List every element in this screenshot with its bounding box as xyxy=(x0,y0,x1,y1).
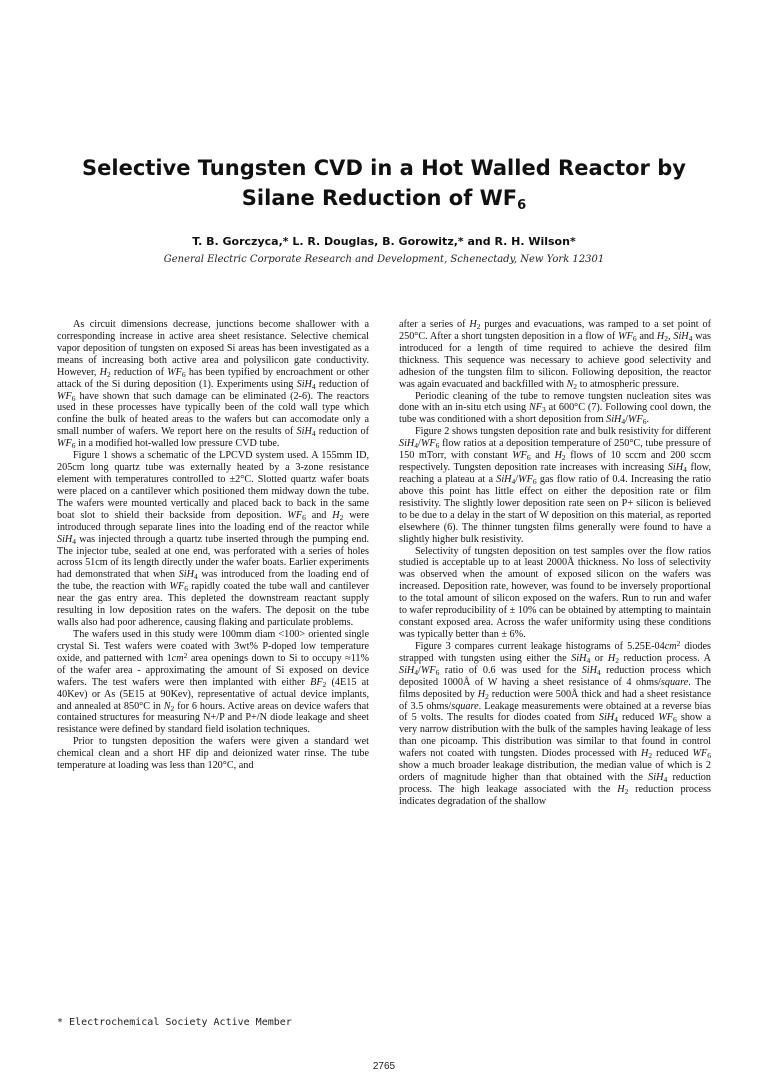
body-paragraph: The wafers used in this study were 100mm diam <100> oriented single crystal Si. Test wafers were coated with 3wt% P-doped low temperature oxide, and patterned with $1cm^2$ area openings down to Si to occupy ≈11% of the wafer area - approximating the amount of Si exposed on device wafers. The test wafers were then implanted with either $BF_2$ (4E15 at 40Kev) or As (5E15 at 90Kev), representative of actual device implants, and annealed at 850°C in $N_2$ for 6 hours. Active areas on device wafers that contained structures for measuring N+/P and P+/N diode leakage and sheet resistance were defined by standard field isolation techniques. xyxy=(57,628,370,736)
body-paragraph: Selectivity of tungsten deposition on test samples over the flow ratios studied is acceptable up to at least 2000Å thickness. No loss of selectivity was observed when the amount of exposed silicon on the wafers was increased. Deposition rate, however, was found to be inversely proportional to the total amount of silicon exposed on the wafers. Run to run and wafer to wafer reproducibility of ± 10% can be obtained by attempting to maintain constant exposed area. Across the wafer uniformity using these conditions was typically better than ± 6%. xyxy=(399,545,711,640)
body-paragraph: Figure 1 shows a schematic of the LPCVD system used. A 155mm ID, 205cm long quartz tube was externally heated by a 3-zone resistance element with temperatures controlled to ±2°C. Slotted quartz wafer boats were placed on a cantilever which positioned them midway down the tube. The wafers were mounted vertically and placed back to back in the same boat slot to shield their backside from deposition. $WF_6$ and $H_2$ were introduced through separate lines into the loading end of the reactor while SiH$_4$ was injected through a quartz tube inserted through the pumping end. The injector tube, sealed at one end, was perforated with a series of holes across 51cm of its length directly under the wafer boats. Earlier experiments had demonstrated that when SiH$_4$ was introduced from the loading end of the tube, the reaction with $WF_6$ rapidly coated the tube wall and cantilever near the gas entry area. This depleted the downstream reactant supply resulting in low deposition rates on the wafers. The deposit on the tube walls also had poor adherence, causing flaking and particulate problems. xyxy=(57,450,369,629)
body-paragraph: Figure 2 shows tungsten deposition rate and bulk resistivity for different $SiH_4/WF_6$ flow ratios at a deposition temperature of 250°C, tube pressure of 150 mTorr, with constant $WF_6$ and $H_2$ flows of 10 sccm and 200 sccm respectively. Tungsten deposition rate increases with increasing SiH$_4$ flow, reaching a plateau at a $SiH_4/WF_6$ gas flow ratio of 0.4. Increasing the ratio above this point has little effect on either the deposition rate or film resistivity. The slightly lower deposition rate seen on P+ silicon is believed to be due to a delay in the start of W deposition on this material, as reported elsewhere (6). The thinner tungsten films generally were found to have a slightly higher bulk resistivity. xyxy=(399,426,712,545)
page-number: 2765 xyxy=(372,1061,396,1072)
body-paragraph: Periodic cleaning of the tube to remove tungsten nucleation sites was done with an in-situ etch using $NF_3$ at 600°C (7). Following cool down, the tube was conditioned with a short deposition from $SiH_4/WF_6$. xyxy=(399,390,711,427)
affiliation: General Electric Corporate Research and Development, Schenectady, New York 12301 xyxy=(163,254,605,265)
footnote: * Electrochemical Society Active Member xyxy=(57,1017,292,1028)
body-paragraph: Figure 3 compares current leakage histograms of $5.25E-04cm^2$ diodes strapped with tungsten using either the SiH$_4$ or $H_2$ reduction process. A $SiH_4/WF_6$ ratio of 0.6 was used for the SiH$_4$ reduction process which deposited 1000Å of W having a sheet resistance of 4 ohms/square. The films deposited by $H_2$ reduction were 500Å thick and had a sheet resistance of 3.5 ohms/square. Leakage measurements were obtained at a reverse bias of 5 volts. The results for diodes coated from SiH$_4$ reduced $WF_6$ show a very narrow distribution with the bulk of the samples having leakage of less than one picoamp. This distribution was similar to that found in control wafers not coated with tungsten. Diodes processed with $H_2$ reduced $WF_6$ show a much broader leakage distribution, the median value of which is 2 orders of magnitude higher than that obtained with the SiH$_4$ reduction process. The high leakage associated with the $H_2$ reduction process indicates degradation of the shallow xyxy=(399,638,712,807)
title-subscript: 6 xyxy=(517,198,527,213)
body-paragraph: Prior to tungsten deposition the wafers were given a standard wet chemical clean and a short HF dip and deionized water rinse. The tube temperature at loading was less than 120°C, and xyxy=(57,736,369,772)
body-column-right xyxy=(399,319,711,808)
paper-title xyxy=(60,153,708,213)
author-list: T. B. Gorczyca,* L. R. Douglas, B. Gorowitz,* and R. H. Wilson* xyxy=(192,235,576,248)
body-paragraph: As circuit dimensions decrease, junctions become shallower with a corresponding increase in active area sheet resistance. Selective chemical vapor deposition of tungsten on exposed Si areas has been investigated as a means of increasing both active area and polysilicon gate conductivity. However, $H_2$ reduction of $WF_6$ has been typified by encroachment or other attack of the Si during deposition (1). Experiments using SiH$_4$ reduction of $WF_6$ have shown that such damage can be eliminated (2-6). The reactors used in these processes have typically been of the cold wall type which confine the bulk of heated areas to the wafers but can accomodate only a small number of wafers. We report here on the results of SiH$_4$ reduction of $WF_6$ in a modified hot-walled low pressure CVD tube. xyxy=(57,319,369,451)
body-paragraph: after a series of $H_2$ purges and evacuations, was ramped to a set point of 250°C. After a short tungsten deposition in a flow of $WF_6$ and $H_2$, SiH$_4$ was introduced for a length of time required to achieve the desired film thickness. This sequence was necessary to achieve good selectivity and adhesion of the tungsten film to silicon. Following deposition, the reactor was again evacuated and backfilled with $N_2$ to atmospheric pressure. xyxy=(399,319,712,391)
body-column-left xyxy=(57,319,369,772)
title-text: Selective Tungsten CVD in a Hot Walled Reactor by Silane Reduction of WF xyxy=(82,156,686,210)
